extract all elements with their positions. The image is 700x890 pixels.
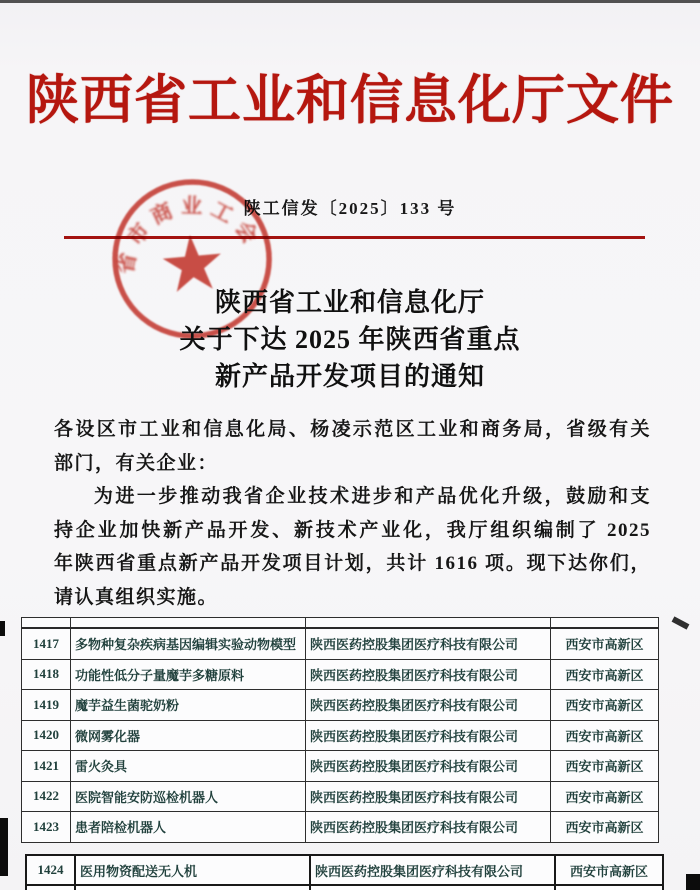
cell-number: 1424: [26, 855, 75, 885]
cell-district: 西安市高新区: [551, 690, 659, 721]
scan-edge-artifact: [686, 874, 700, 890]
cell-company: 陕西医药控股集团医疗科技有限公司: [306, 720, 551, 751]
cell-company: 陕西医药控股集团医疗科技有限公司: [306, 659, 551, 690]
cell-number: 1417: [22, 628, 71, 659]
cell-district: 西安市高新区: [551, 628, 659, 659]
cell-product: 患者陪检机器人: [71, 812, 306, 843]
seal-star-icon: ★: [155, 220, 231, 310]
table-row-partial-top: [22, 618, 659, 629]
document-title-line: 关于下达 2025 年陕西省重点: [179, 325, 521, 354]
body-line: 部门，有关企业：: [54, 452, 219, 474]
document-number: 陕工信发〔2025〕133 号: [243, 199, 457, 218]
cell-district: 西安市高新区: [551, 751, 659, 782]
table-row: [22, 720, 659, 751]
body-line: 为进一步推动我省企业技术进步和产品优化升级，鼓励和支: [93, 486, 651, 507]
cell-number: 1422: [22, 781, 71, 812]
cell-company: 陕西医药控股集团医疗科技有限公司: [306, 781, 551, 812]
table-row: [22, 659, 659, 690]
document-title-line: 陕西省工业和信息化厅: [214, 288, 485, 317]
scan-edge-artifact: [0, 818, 8, 876]
cell-district: 西安市高新区: [551, 720, 659, 751]
cell-company: 陕西医药控股集团医疗科技有限公司: [306, 751, 551, 782]
project-table: [21, 617, 659, 843]
project-table-continued: [25, 854, 664, 890]
body-line: 年陕西省重点新产品开发项目计划，共计 1616 项。现下达你们，: [54, 553, 651, 574]
cell-product: 雷火灸具: [71, 751, 306, 782]
scan-edge-artifact: [672, 616, 690, 629]
cell-company: 陕西医药控股集团医疗科技有限公司: [310, 855, 555, 885]
cell-district: 西安市高新区: [551, 659, 659, 690]
cell-number: 1420: [22, 720, 71, 751]
scan-edge-artifact: [0, 0, 700, 3]
cell-company: 陕西医药控股集团医疗科技有限公司: [306, 690, 551, 721]
cell-product: 功能性低分子量魔芋多糖原料: [71, 659, 306, 690]
cell-company: 陕西医药控股集团医疗科技有限公司: [306, 628, 551, 659]
table-row: [22, 628, 659, 659]
table-row: [22, 751, 659, 782]
seal-arc-text: 省市商业工会: [113, 193, 267, 277]
table-row: [26, 855, 663, 885]
cell-district: 西安市高新区: [555, 855, 663, 885]
table-row: [22, 812, 659, 843]
document-title: [0, 284, 700, 395]
body-line: 各设区市工业和信息化局、杨凌示范区工业和商务局，省级有关: [54, 419, 651, 440]
cell-district: 西安市高新区: [551, 781, 659, 812]
body-line: 持企业加快新产品开发、新技术产业化，我厅组织编制了 2025: [54, 519, 651, 541]
cell-product: 魔芋益生菌驼奶粉: [71, 690, 306, 721]
document-title-line: 新产品开发项目的通知: [214, 362, 485, 391]
cell-number: 1423: [22, 812, 71, 843]
cell-district: 西安市高新区: [551, 812, 659, 843]
table-row: [22, 690, 659, 721]
cell-product: 多物种复杂疾病基因编辑实验动物模型: [71, 628, 306, 659]
cell-product: 微网雾化器: [71, 720, 306, 751]
table-row-partial-bottom: [26, 885, 663, 890]
scan-edge-artifact: [0, 621, 5, 636]
cell-number: 1419: [22, 690, 71, 721]
cell-company: 陕西医药控股集团医疗科技有限公司: [306, 812, 551, 843]
cell-number: 1421: [22, 751, 71, 782]
body-line: 请认真组织实施。: [54, 586, 219, 608]
cell-product: 医用物资配送无人机: [75, 855, 310, 885]
cell-number: 1418: [22, 659, 71, 690]
table-row: [22, 781, 659, 812]
document-body: [54, 413, 651, 614]
document-header-title: 陕西省工业和信息化厅文件: [26, 72, 674, 130]
cell-product: 医院智能安防巡检机器人: [71, 781, 306, 812]
